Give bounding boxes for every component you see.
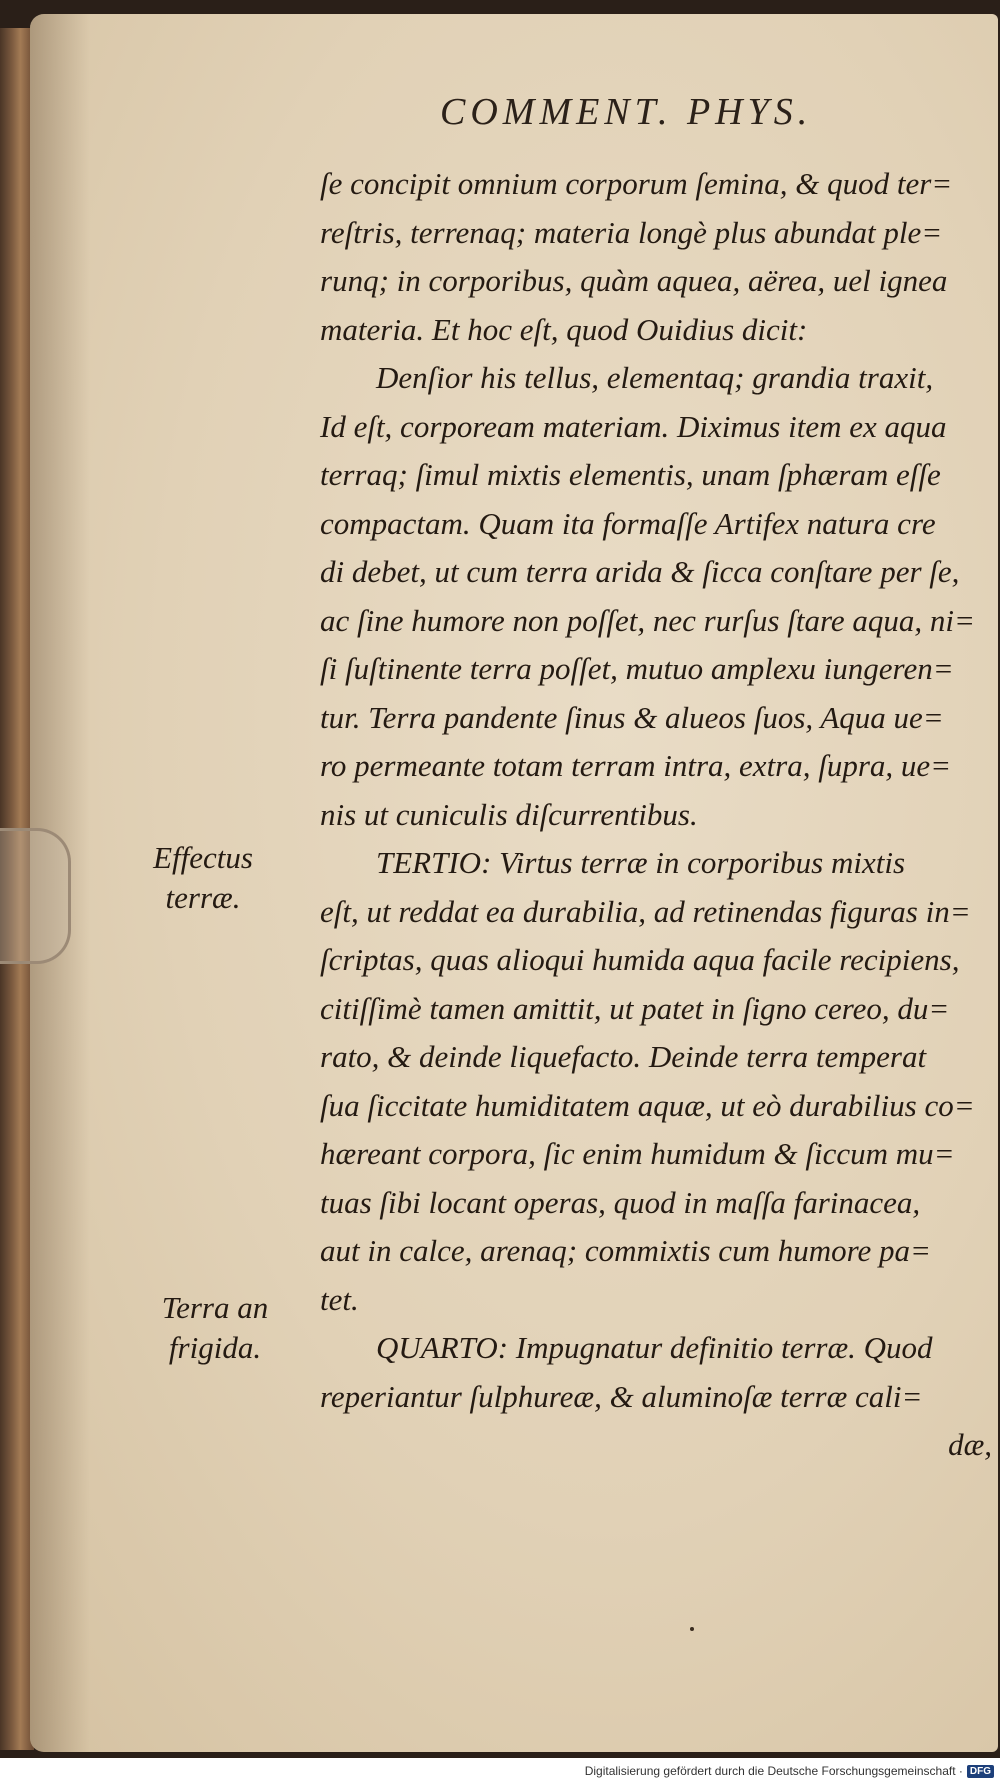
ink-speck xyxy=(690,1627,694,1631)
text-line: ro permeante totam terram intra, extra, ſupra, ue= xyxy=(320,748,952,783)
text-line: rato, & deinde liquefacto. Deinde terra temperat xyxy=(320,1039,927,1074)
text-line: ſua ſiccitate humiditatem aquæ, ut eò durabilius co= xyxy=(320,1087,975,1123)
catchword: dæ, xyxy=(948,1427,992,1462)
text-line: ſe concipit omnium corporum ſemina, & quod ter= xyxy=(320,166,953,201)
text-line: Id eſt, corpoream materiam. Diximus item ex aqua xyxy=(320,408,947,444)
text-line: tet. xyxy=(320,1281,359,1317)
verse-quotation: Denſior his tellus, elementaq; grandia traxit, xyxy=(376,360,934,395)
text-line: hæreant corpora, ſic enim humidum & ſiccum mu= xyxy=(320,1136,955,1171)
text-line: reſtris, terrenaq; materia longè plus abundat ple= xyxy=(320,214,943,250)
text-line: citiſſimè tamen amittit, ut patet in ſigno cereo, du= xyxy=(320,990,950,1026)
digitization-footer xyxy=(585,1762,994,1780)
text-line: ſi ſuſtinente terra poſſet, mutuo amplexu iungeren= xyxy=(320,651,954,686)
text-line: terraq; ſimul mixtis elementis, unam ſphæram eſſe xyxy=(320,457,941,492)
section-heading-tertio: TERTIO: Virtus terræ in corporibus mixtis xyxy=(376,845,906,880)
margin-note-effectus xyxy=(148,838,258,918)
text-line: compactam. Quam ita formaſſe Artifex natura cre xyxy=(320,505,936,541)
text-line: materia. Et hoc eſt, quod Ouidius dicit: xyxy=(320,311,808,347)
running-head: COMMENT. PHYS. xyxy=(440,91,813,133)
margin-note-terra-an-frigida xyxy=(150,1288,280,1368)
text-line: runq; in corporibus, quàm aquea, aërea, uel ignea xyxy=(320,263,948,298)
section-heading-quarto: QUARTO: Impugnatur definitio terræ. Quod xyxy=(376,1330,933,1365)
text-line: tuas ſibi locant operas, quod in maſſa farinacea, xyxy=(320,1184,921,1220)
text-line: nis ut cuniculis diſcurrentibus. xyxy=(320,796,698,832)
text-line: ſcriptas, quas alioqui humida aqua facile recipiens, xyxy=(320,942,960,977)
main-text-block xyxy=(320,160,992,1470)
text-line: di debet, ut cum terra arida & ſicca conſtare per ſe, xyxy=(320,554,960,589)
text-line: reperiantur ſulphureæ, & aluminoſæ terræ cali= xyxy=(320,1378,923,1414)
text-line: aut in calce, arenaq; commixtis cum humore pa= xyxy=(320,1233,931,1268)
dfg-logo: DFG xyxy=(967,1765,994,1778)
text-line: tur. Terra pandente ſinus & alueos ſuos, Aqua ue= xyxy=(320,699,944,735)
margin-note-line: Terra an xyxy=(161,1290,269,1325)
footer-text: Digitalisierung gefördert durch die Deutsche Forschungsgemeinschaft · xyxy=(584,1764,963,1778)
margin-note-line: frigida. xyxy=(168,1330,262,1365)
margin-note-line: terræ. xyxy=(165,880,241,915)
page-clip xyxy=(0,828,71,964)
margin-note-line: Effectus xyxy=(153,840,253,875)
text-line: ac ſine humore non poſſet, nec rurſus ſtare aqua, ni= xyxy=(320,602,975,638)
text-line: eſt, ut reddat ea durabilia, ad retinendas figuras in= xyxy=(320,893,971,929)
